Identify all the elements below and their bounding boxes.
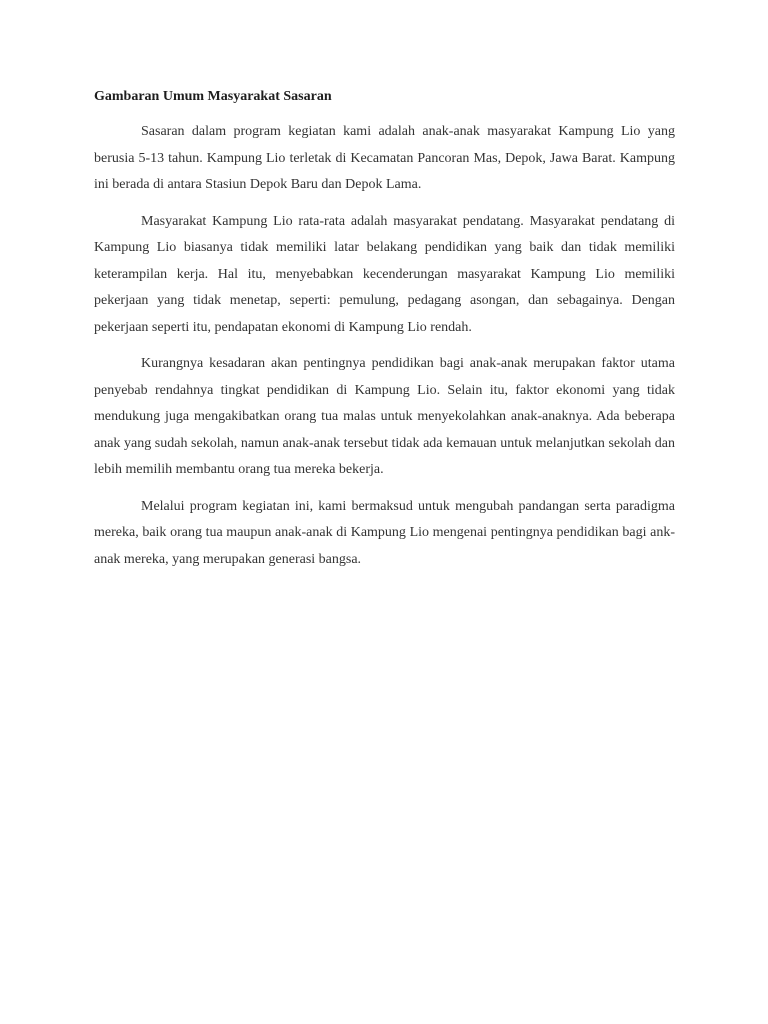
paragraph-4: Melalui program kegiatan ini, kami bermaksud untuk mengubah pandangan serta paradigma mereka, baik orang tua maupun anak-anak di Kampung Lio mengenai pentingnya pendidikan bagi ank-anak mereka, yang merupakan generasi bangsa. — [94, 498, 675, 567]
section-heading: Gambaran Umum Masyarakat Sasaran — [94, 89, 332, 104]
paragraph-1: Sasaran dalam program kegiatan kami adalah anak-anak masyarakat Kampung Lio yang berusia 5-13 tahun. Kampung Lio terletak di Kecamatan Pancoran Mas, Depok, Jawa Barat. Kampung ini berada di antara Stasiun Depok Baru dan Depok Lama. — [94, 124, 675, 192]
paragraph-3: Kurangnya kesadaran akan pentingnya pendidikan bagi anak-anak merupakan faktor utama penyebab rendahnya tingkat pendidikan di Kampung Lio. Selain itu, faktor ekonomi yang tidak mendukung juga mengakibatkan orang tua malas untuk menyekolahkan anak-anaknya. Ada beberapa anak yang sudah sekolah, namun anak-anak tersebut tidak ada kemauan untuk melanjutkan sekolah dan lebih memilih membantu orang tua mereka bekerja. — [94, 356, 675, 477]
paragraph-2: Masyarakat Kampung Lio rata-rata adalah masyarakat pendatang. Masyarakat pendatang di Kampung Lio biasanya tidak memiliki latar belakang pendidikan yang baik dan tidak memiliki keterampilan kerja. Hal itu, menyebabkan kecenderungan masyarakat Kampung Lio memiliki pekerjaan yang tidak menetap, seperti: pemulung, pedagang asongan, dan sebagainya. Dengan pekerjaan seperti itu, pendapatan ekonomi di Kampung Lio rendah. — [94, 213, 675, 335]
